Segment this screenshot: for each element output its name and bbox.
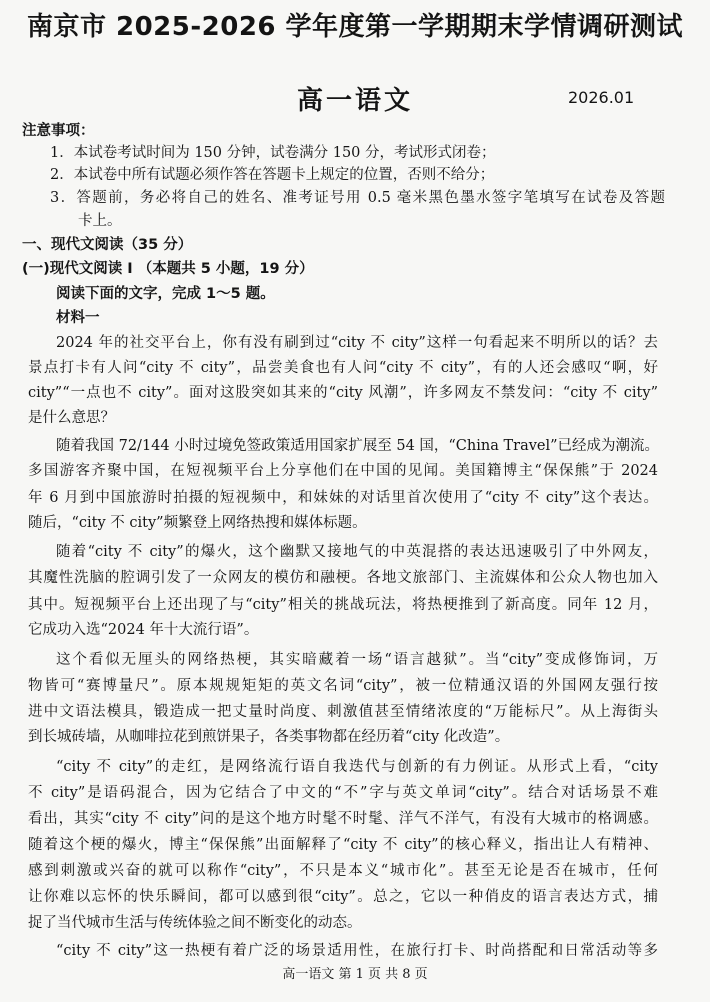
reading-instruction: 阅读下面的文字，完成 1～5 题。	[56, 286, 275, 302]
passage-line: 物皆可“赛博量尺”。原本规规矩矩的英文名词“city”，被一位精通汉语的外国网友强行按	[28, 678, 658, 694]
notice-item: 1．本试卷考试时间为 150 分钟，试卷满分 150 分，考试形式闭卷；	[50, 145, 496, 161]
passage-line: 这个看似无厘头的网络热梗，其实暗藏着一场“语言越狱”。当“city”变成修饰词，万	[56, 652, 658, 668]
passage-line: 到长城砖墙，从咖啡拉花到煎饼果子，各类事物都在经历着“city 化改造”。	[28, 729, 510, 745]
passage-line: 随着我国 72/144 小时过境免签政策适用国家扩展至 54 国，“China Travel”已经成为潮流。	[56, 438, 660, 454]
passage-line: 感到刺激或兴奋的就可以称作“city”，不只是本义“城市化”。甚至无论是否在城市，任何	[28, 863, 658, 879]
passage-line: 随着“city 不 city”的爆火，这个幽默又接地气的中英混搭的表达迅速吸引了中外网友，	[56, 544, 658, 560]
passage-line: 多国游客齐聚中国，在短视频平台上分享他们在中国的见闻。美国籍博主“保保熊”于 2024	[28, 463, 658, 479]
passage-line: 捉了当代城市生活与传统体验之间不断变化的动态。	[28, 915, 362, 931]
passage-line: “city 不 city”这一热梗有着广泛的场景适用性，在旅行打卡、时尚搭配和日常活动等多	[56, 943, 658, 959]
notice-item: 卡上。	[78, 213, 122, 229]
passage-line: “city 不 city”的走红，是网络流行语自我迭代与创新的有力例证。从形式上看，“city	[56, 759, 658, 775]
passage-line: 2024 年的社交平台上，你有没有刷到过“city 不 city”这样一句看起来不明所以的话？去	[56, 335, 658, 351]
notice-heading: 注意事项：	[22, 123, 95, 139]
subject-title: 高一语文	[296, 86, 413, 116]
exam-date: 2026.01	[568, 88, 635, 107]
passage-line: 看出，其实“city 不 city”问的是这个地方时髦不时髦、洋气不洋气，有没有大城市的格调感。	[28, 811, 658, 827]
passage-line: 让你难以忘怀的快乐瞬间，都可以感到很“city”。总之，它以一种俏皮的语言表达方式，捕	[28, 889, 658, 905]
passage-line: 随着这个梗的爆火，博主“保保熊”出面解释了“city 不 city”的核心释义，指出让人有精神、	[28, 837, 658, 853]
passage-line: 是什么意思？	[28, 410, 115, 426]
passage-line: 景点打卡有人问“city 不 city”，品尝美食也有人问“city 不 city”，有的人还会感叹“啊，好	[28, 360, 658, 376]
passage-line: 不 city”是语码混合，因为它结合了中文的“不”字与英文单词“city”。结合对话场景不难	[28, 785, 658, 801]
passage-line: 其中。短视频平台上还出现了与“city”相关的挑战玩法，将热梗推到了新高度。同年 12 月，	[28, 597, 658, 613]
passage-line: 它成功入选“2024 年十大流行语”。	[28, 622, 259, 638]
exam-title: 南京市 2025-2026 学年度第一学期期末学情调研测试	[26, 12, 684, 42]
passage-line: city”“一点也不 city”。面对这股突如其来的“city 风潮”，许多网友不禁发问：“city 不 city”	[28, 385, 658, 401]
passage-line: 进中文语法模具，锻造成一把丈量时尚度、刺激值甚至情绪浓度的“万能标尺”。从上海街头	[28, 704, 658, 720]
passage-line: 年 6 月到中国旅游时拍摄的短视频中，和妹妹的对话里首次使用了“city 不 city”这个表达。	[28, 490, 658, 506]
section-subheading: (一)现代文阅读 I （本题共 5 小题，19 分）	[22, 261, 314, 277]
notice-item: 2．本试卷中所有试题必须作答在答题卡上规定的位置，否则不给分；	[50, 167, 495, 183]
material-label: 材料一	[56, 310, 100, 326]
page-footer: 高一语文 第 1 页 共 8 页	[282, 967, 428, 982]
notice-item: 3．答题前，务必将自己的姓名、准考证号用 0.5 毫米黑色墨水签字笔填写在试卷及答题	[50, 190, 665, 206]
passage-line: 随后，“city 不 city”频繁登上网络热搜和媒体标题。	[28, 515, 367, 531]
passage-line: 其魔性洗脑的腔调引发了一众网友的模仿和融梗。各地文旅部门、主流媒体和公众人物也加入	[28, 570, 658, 586]
section-heading: 一、现代文阅读（35 分）	[22, 237, 193, 253]
